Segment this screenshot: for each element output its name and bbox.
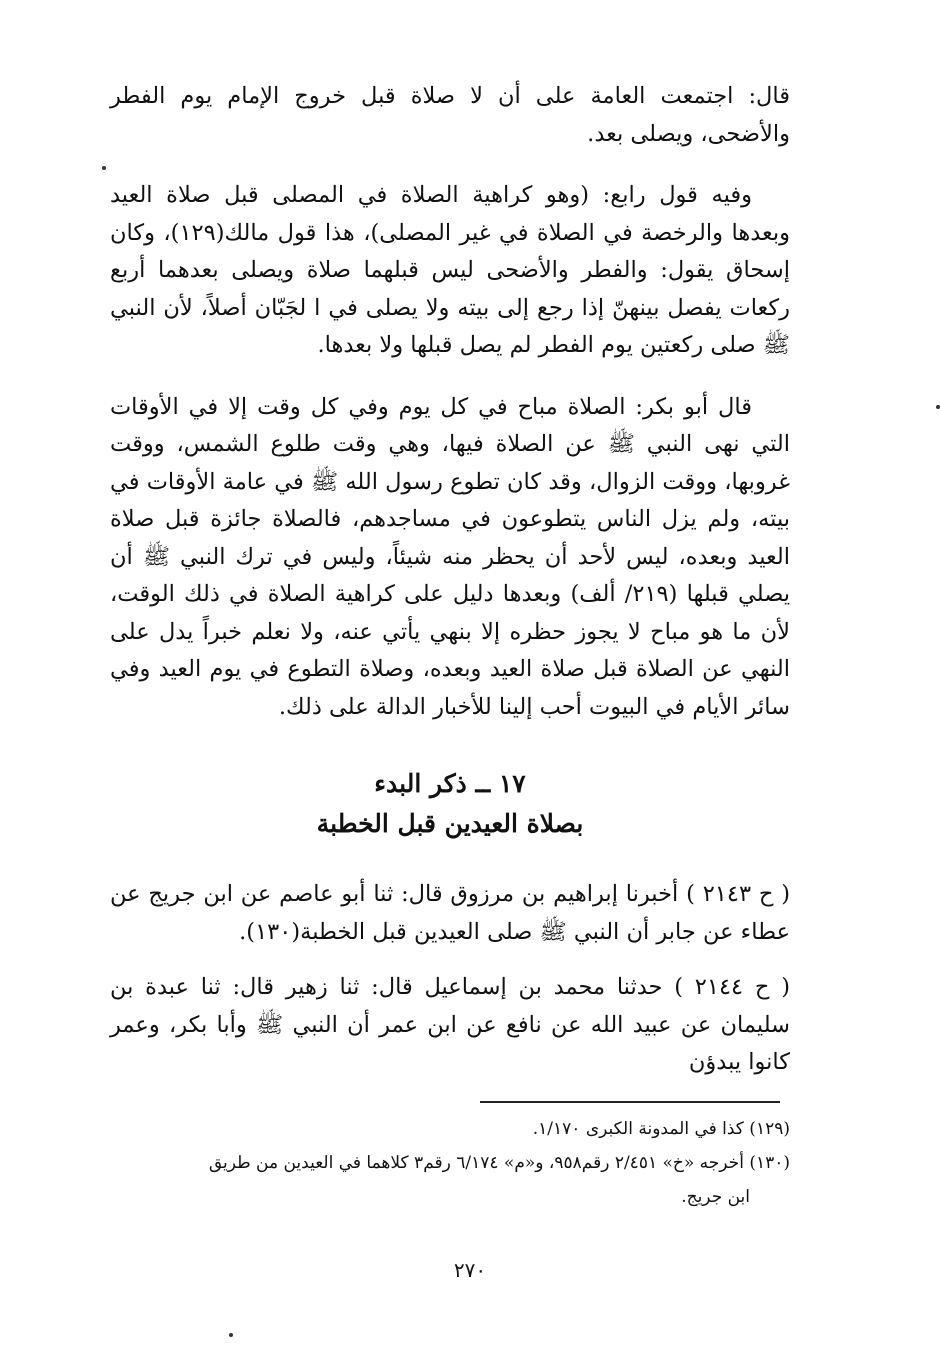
speck-mark [936,405,940,409]
footnote-130-continuation: ابن جريج. [681,1187,750,1207]
paragraph-fourth-opinion: وفيه قول رابع: (وهو كراهية الصلاة في المصلى قبل صلاة العيد وبعدها والرخصة في الصلاة في غير المصلى)، هذا قول مالك(١٢٩)، وكان إسحاق يقول: والفطر والأضحى ليس قبلهما صلاة ويصلى بعدهما أربع ركعات يفصل بينهنّ إذا رجع إلى بيته ولا يصلى في ا لجَبّان أصلاً، لأن النبي ﷺ صلى ركعتين يوم الفطر لم يصل قبلها ولا بعدها. [110,182,790,358]
page-body [110,78,790,1100]
speck-mark [102,166,106,170]
footnotes [110,1114,790,1216]
paragraph-abu-bakr: قال أبو بكر: الصلاة مباح في كل يوم وفي كل وقت إلا في الأوقات التي نهى النبي ﷺ عن الصلاة فيها، وهي وقت طلوع الشمس، ووقت غروبها، ووقت الزوال، وقد كان تطوع رسول الله ﷺ في عامة الأوقات في بيته، ولم يزل الناس يتطوعون في مساجدهم، فالصلاة جائزة قبل صلاة العيد وبعده، ليس لأحد أن يحظر منه شيئاً، وليس في ترك النبي ﷺ أن يصلي قبلها (٢١٩/ ألف) وبعدها دليل على كراهية الصلاة في ذلك الوقت، لأن ما هو مباح لا يجوز حظره إلا بنهي يأتي عنه، ولا نعلم خبراً يدل على النهي عن الصلاة قبل صلاة العيد وبعده، وصلاة التطوع في يوم العيد وفي سائر الأيام في البيوت أحب إلينا للأخبار الدالة على ذلك. [110,393,791,720]
section-heading-title: بصلاة العيدين قبل الخطبة [316,809,584,838]
hadith-2144: ( ح ٢١٤٤ ) حدثنا محمد بن إسماعيل قال: ثنا زهير قال: ثنا عبدة بن سليمان عن عبيد الله عن نافع عن ابن عمر أن النبي ﷺ وأبا بكر، وعمر كانوا يبدؤن [110,974,790,1075]
section-heading-number: ١٧ ــ ذكر البدء [374,769,526,798]
footnote-130: (١٣٠) أخرجه «خ» ٢/٤٥١ رقم٩٥٨، و«م» ٦/١٧٤ رقم٣ كلاهما في العيدين من طريق [208,1153,790,1173]
footnote-129: (١٢٩) كذا في المدونة الكبرى ١/١٧٠. [532,1119,790,1139]
paragraph-ijma: قال: اجتمعت العامة على أن لا صلاة قبل خروج الإمام يوم الفطر والأضحى، ويصلى بعد. [110,83,790,147]
page-number: ٢٧٠ [453,1258,487,1282]
hadith-2143: ( ح ٢١٤٣ ) أخبرنا إبراهيم بن مرزوق قال: ثنا أبو عاصم عن ابن جريج عن عطاء عن جابر أن النبي ﷺ صلى العيدين قبل الخطبة(١٣٠). [110,881,791,945]
footnote-divider [480,1101,780,1103]
section-heading [110,764,790,844]
speck-mark [229,1333,233,1337]
